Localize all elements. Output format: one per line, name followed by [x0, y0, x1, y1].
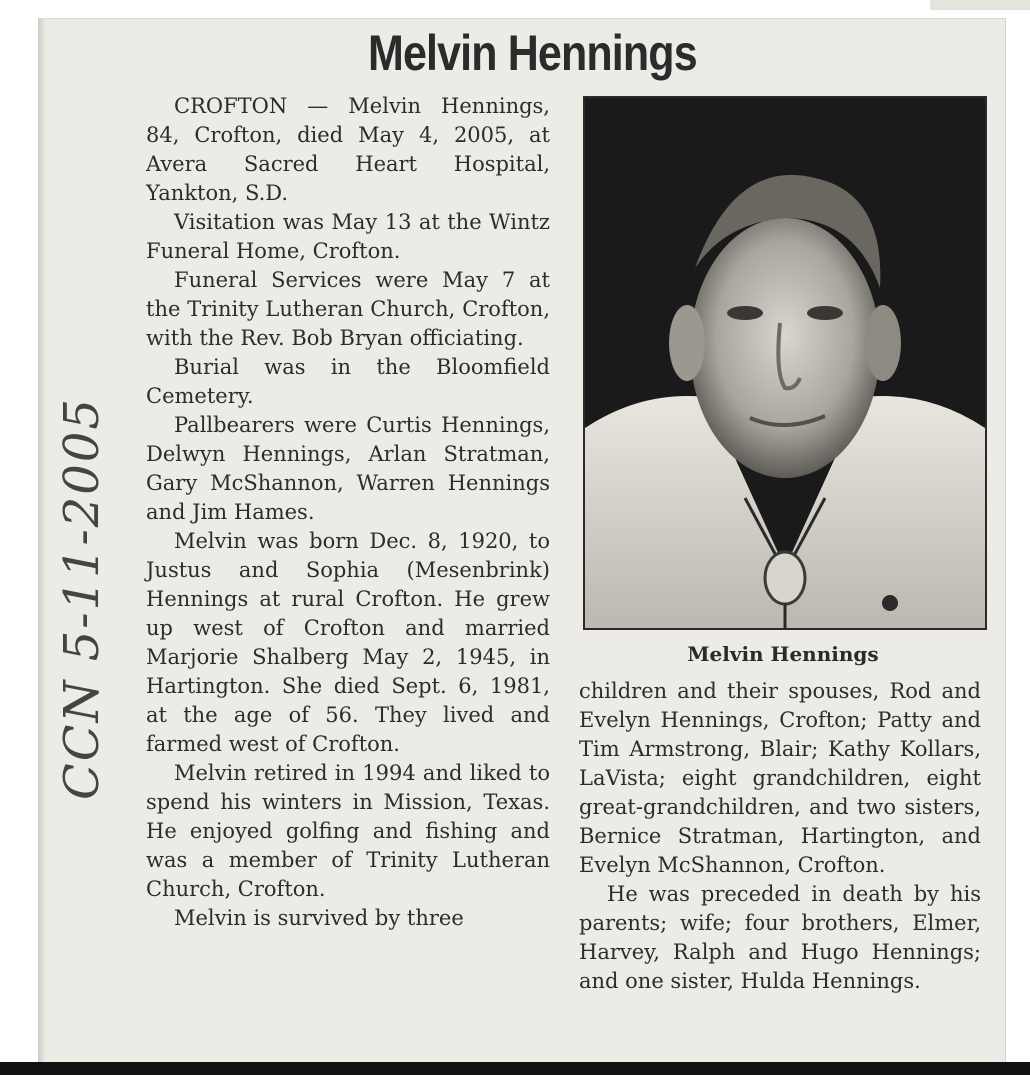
portrait-photo-icon: [583, 96, 987, 630]
photo-caption: Melvin Hennings: [687, 642, 879, 666]
scan-edge-scrap: [930, 0, 1030, 10]
headline: Melvin Hennings: [368, 25, 697, 81]
scan-bottom-border: [0, 1062, 1030, 1075]
paragraph-survivors: children and their spouses, Rod and Evelyn Hennings, Crofton; Patty and Tim Armstrong, Blair; Kathy Kollars, LaVista; eight grandchildren, eight great-grandchildren, and two sisters, Bernice Stratman, Hartington, and Evelyn McShannon, Crofton.: [579, 679, 981, 877]
paragraph-visitation: Visitation was May 13 at the Wintz Funeral Home, Crofton.: [146, 210, 550, 263]
paragraph-retirement: Melvin retired in 1994 and liked to spend his winters in Mission, Texas. He enjoyed golfing and fishing and was a member of Trinity Lutheran Church, Crofton.: [146, 761, 550, 901]
paragraph-biography: Melvin was born Dec. 8, 1920, to Justus and Sophia (Mesenbrink) Hennings at rural Crofton. He grew up west of Crofton and married Marjorie Shalberg May 2, 1945, in Hartington. She died Sept. 6, 1981, at the age of 56. They lived and farmed west of Crofton.: [146, 529, 550, 756]
paragraph-death-notice: CROFTON — Melvin Hennings, 84, Crofton, died May 4, 2005, at Avera Sacred Heart Hospital, Yankton, S.D.: [146, 94, 550, 205]
paragraph-pallbearers: Pallbearers were Curtis Hennings, Delwyn Hennings, Arlan Stratman, Gary McShannon, Warren Hennings and Jim Hames.: [146, 413, 550, 524]
clipping-torn-edge: [38, 18, 46, 1066]
paragraph-survivors-start: Melvin is survived by three: [174, 906, 464, 930]
paragraph-preceded-in-death: He was preceded in death by his parents; wife; four brothers, Elmer, Harvey, Ralph and Hugo Hennings; and one sister, Hulda Hennings.: [579, 882, 981, 993]
handwritten-date-note: CCN 5-11-2005: [54, 397, 110, 800]
obituary-right-column: [579, 677, 981, 996]
obituary-left-column: [146, 92, 550, 933]
paragraph-burial: Burial was in the Bloomfield Cemetery.: [146, 355, 550, 408]
paragraph-funeral-services: Funeral Services were May 7 at the Trinity Lutheran Church, Crofton, with the Rev. Bob Bryan officiating.: [146, 268, 550, 350]
